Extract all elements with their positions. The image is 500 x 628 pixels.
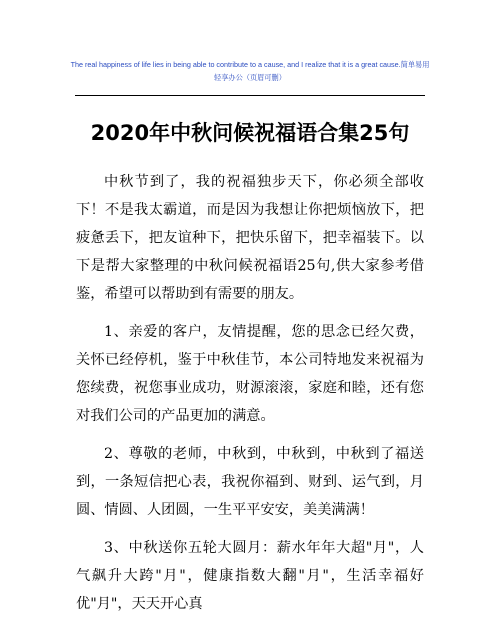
document-title: 2020年中秋问候祝福语合集25句 bbox=[90, 121, 410, 146]
greeting-item-1: 1、亲爱的客户，友情提醒，您的思念已经欠费，关怀已经停机，鉴于中秋佳节，本公司特地发来祝福为您续费，祝您事业成功，财源滚滚，家庭和睦，还有您对我们公司的产品更加的满意。 bbox=[76, 324, 424, 424]
page-header bbox=[0, 58, 500, 84]
greeting-item-3: 3、中秋送你五轮大圆月：薪水年年大超"月"，人气飙升大跨"月"，健康指数大翻"月"，生活幸福好优"月"，天天开心真 bbox=[76, 540, 424, 612]
header-tagline: The real happiness of life lies in being able to contribute to a cause, and I realize that it is a great cause. bbox=[70, 60, 401, 69]
header-brand: 简单易用 bbox=[400, 60, 430, 69]
greeting-item-2: 2、尊敬的老师，中秋到，中秋到，中秋到了福送到，一条短信把心表，我祝你福到、财到、运气到，月圆、情圆、人团圆，一生平平安安，美美满满！ bbox=[76, 446, 424, 518]
header-line-1 bbox=[0, 58, 500, 71]
header-divider bbox=[75, 95, 425, 96]
header-subtitle: 轻享办公（页眉可删） bbox=[214, 73, 286, 82]
document-body bbox=[76, 168, 424, 628]
intro-paragraph: 中秋节到了，我的祝福独步天下，你必须全部收下！不是我太霸道，而是因为我想让你把烦恼放下，把疲惫丢下，把友谊种下，把快乐留下，把幸福装下。以下是帮大家整理的中秋问候祝福语25句,供大家参考借鉴，希望可以帮助到有需要的朋友。 bbox=[76, 174, 424, 302]
